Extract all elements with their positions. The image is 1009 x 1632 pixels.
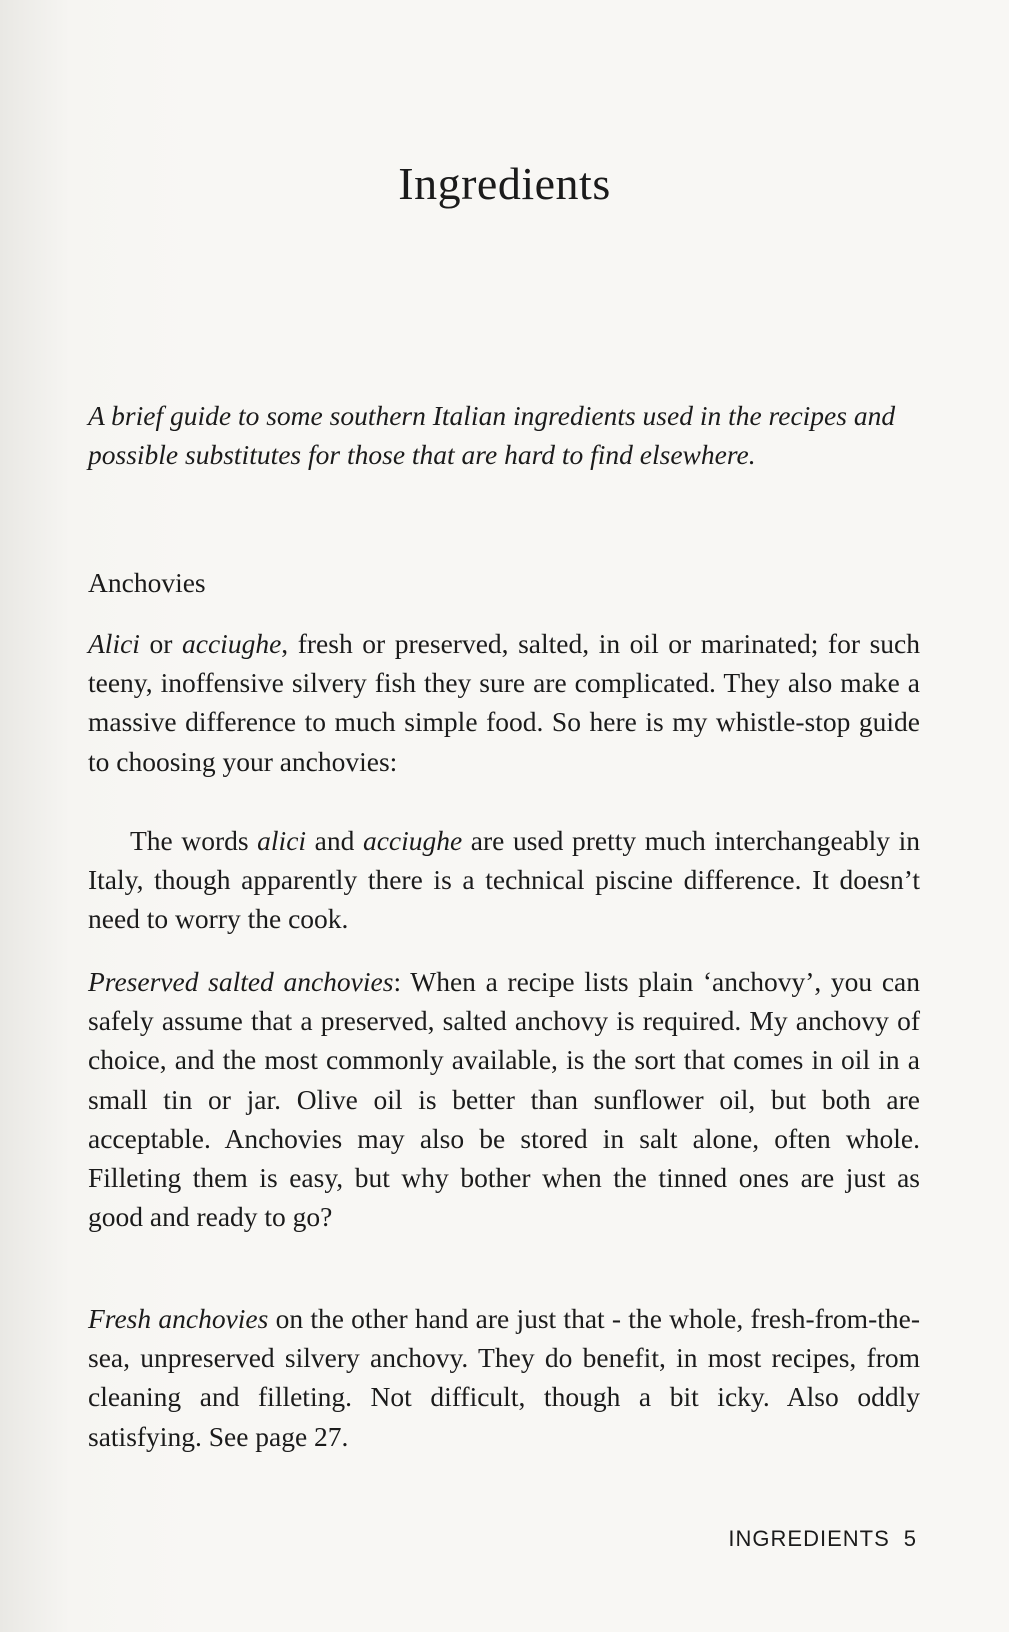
paragraph-text: : When a recipe lists plain ‘anchovy’, you can safely assume that a preserved, salted anchovy is required. My anchovy of choice, and the most commonly available, is the sort that comes in oil in a small tin or jar. Olive oil is better than sunflower oil, but both are acceptable. Anchovies may also be stored in salt alone, often whole. Filleting them is easy, but why bother when the tinned ones are just as good and ready to go?	[88, 966, 920, 1233]
lead-preserved-salted: Preserved salted anchovies	[88, 966, 394, 997]
term-alici: Alici	[88, 628, 140, 659]
paragraph-text: on the other hand are just that - the whole, fresh-from-the-sea, unpreserved silvery anchovy. They do benefit, in most recipes, from cleaning and filleting. Not difficult, though a bit icky. Also oddly satisfying. See page 27.	[88, 1303, 920, 1452]
running-footer	[728, 1526, 917, 1552]
running-head: INGREDIENTS	[728, 1526, 890, 1551]
page-number: 5	[903, 1526, 917, 1551]
intro-paragraph: A brief guide to some southern Italian ingredients used in the recipes and possible substitutes for those that are hard to find elsewhere.	[88, 400, 896, 470]
term-alici: alici	[257, 825, 307, 856]
paragraph-text: are used pretty much interchangeably in Italy, though apparently there is a technical piscine difference. It doesn’t need to worry the cook.	[88, 825, 920, 935]
term-acciughe: acciughe	[362, 825, 463, 856]
text-and: and	[306, 825, 363, 856]
paragraph-fresh-anchovies	[88, 1299, 920, 1456]
paragraph-text-start: The words	[130, 825, 258, 856]
page-title: Ingredients	[398, 157, 611, 209]
paragraph-preserved-anchovies	[88, 962, 920, 1236]
lead-fresh-anchovies: Fresh anchovies	[88, 1303, 269, 1334]
paragraph-terminology	[88, 821, 920, 939]
paragraph-text: , fresh or preserved, salted, in oil or marinated; for such teeny, inoffensive silvery fish they sure are complicated. They also make a massive difference to much simple food. So here is my whistle-stop guide to choosing your anchovies:	[88, 628, 920, 777]
term-acciughe: acciughe	[182, 628, 282, 659]
paragraph-anchovy-overview	[88, 624, 920, 781]
text-or: or	[139, 628, 183, 659]
section-heading: Anchovies	[88, 567, 206, 598]
